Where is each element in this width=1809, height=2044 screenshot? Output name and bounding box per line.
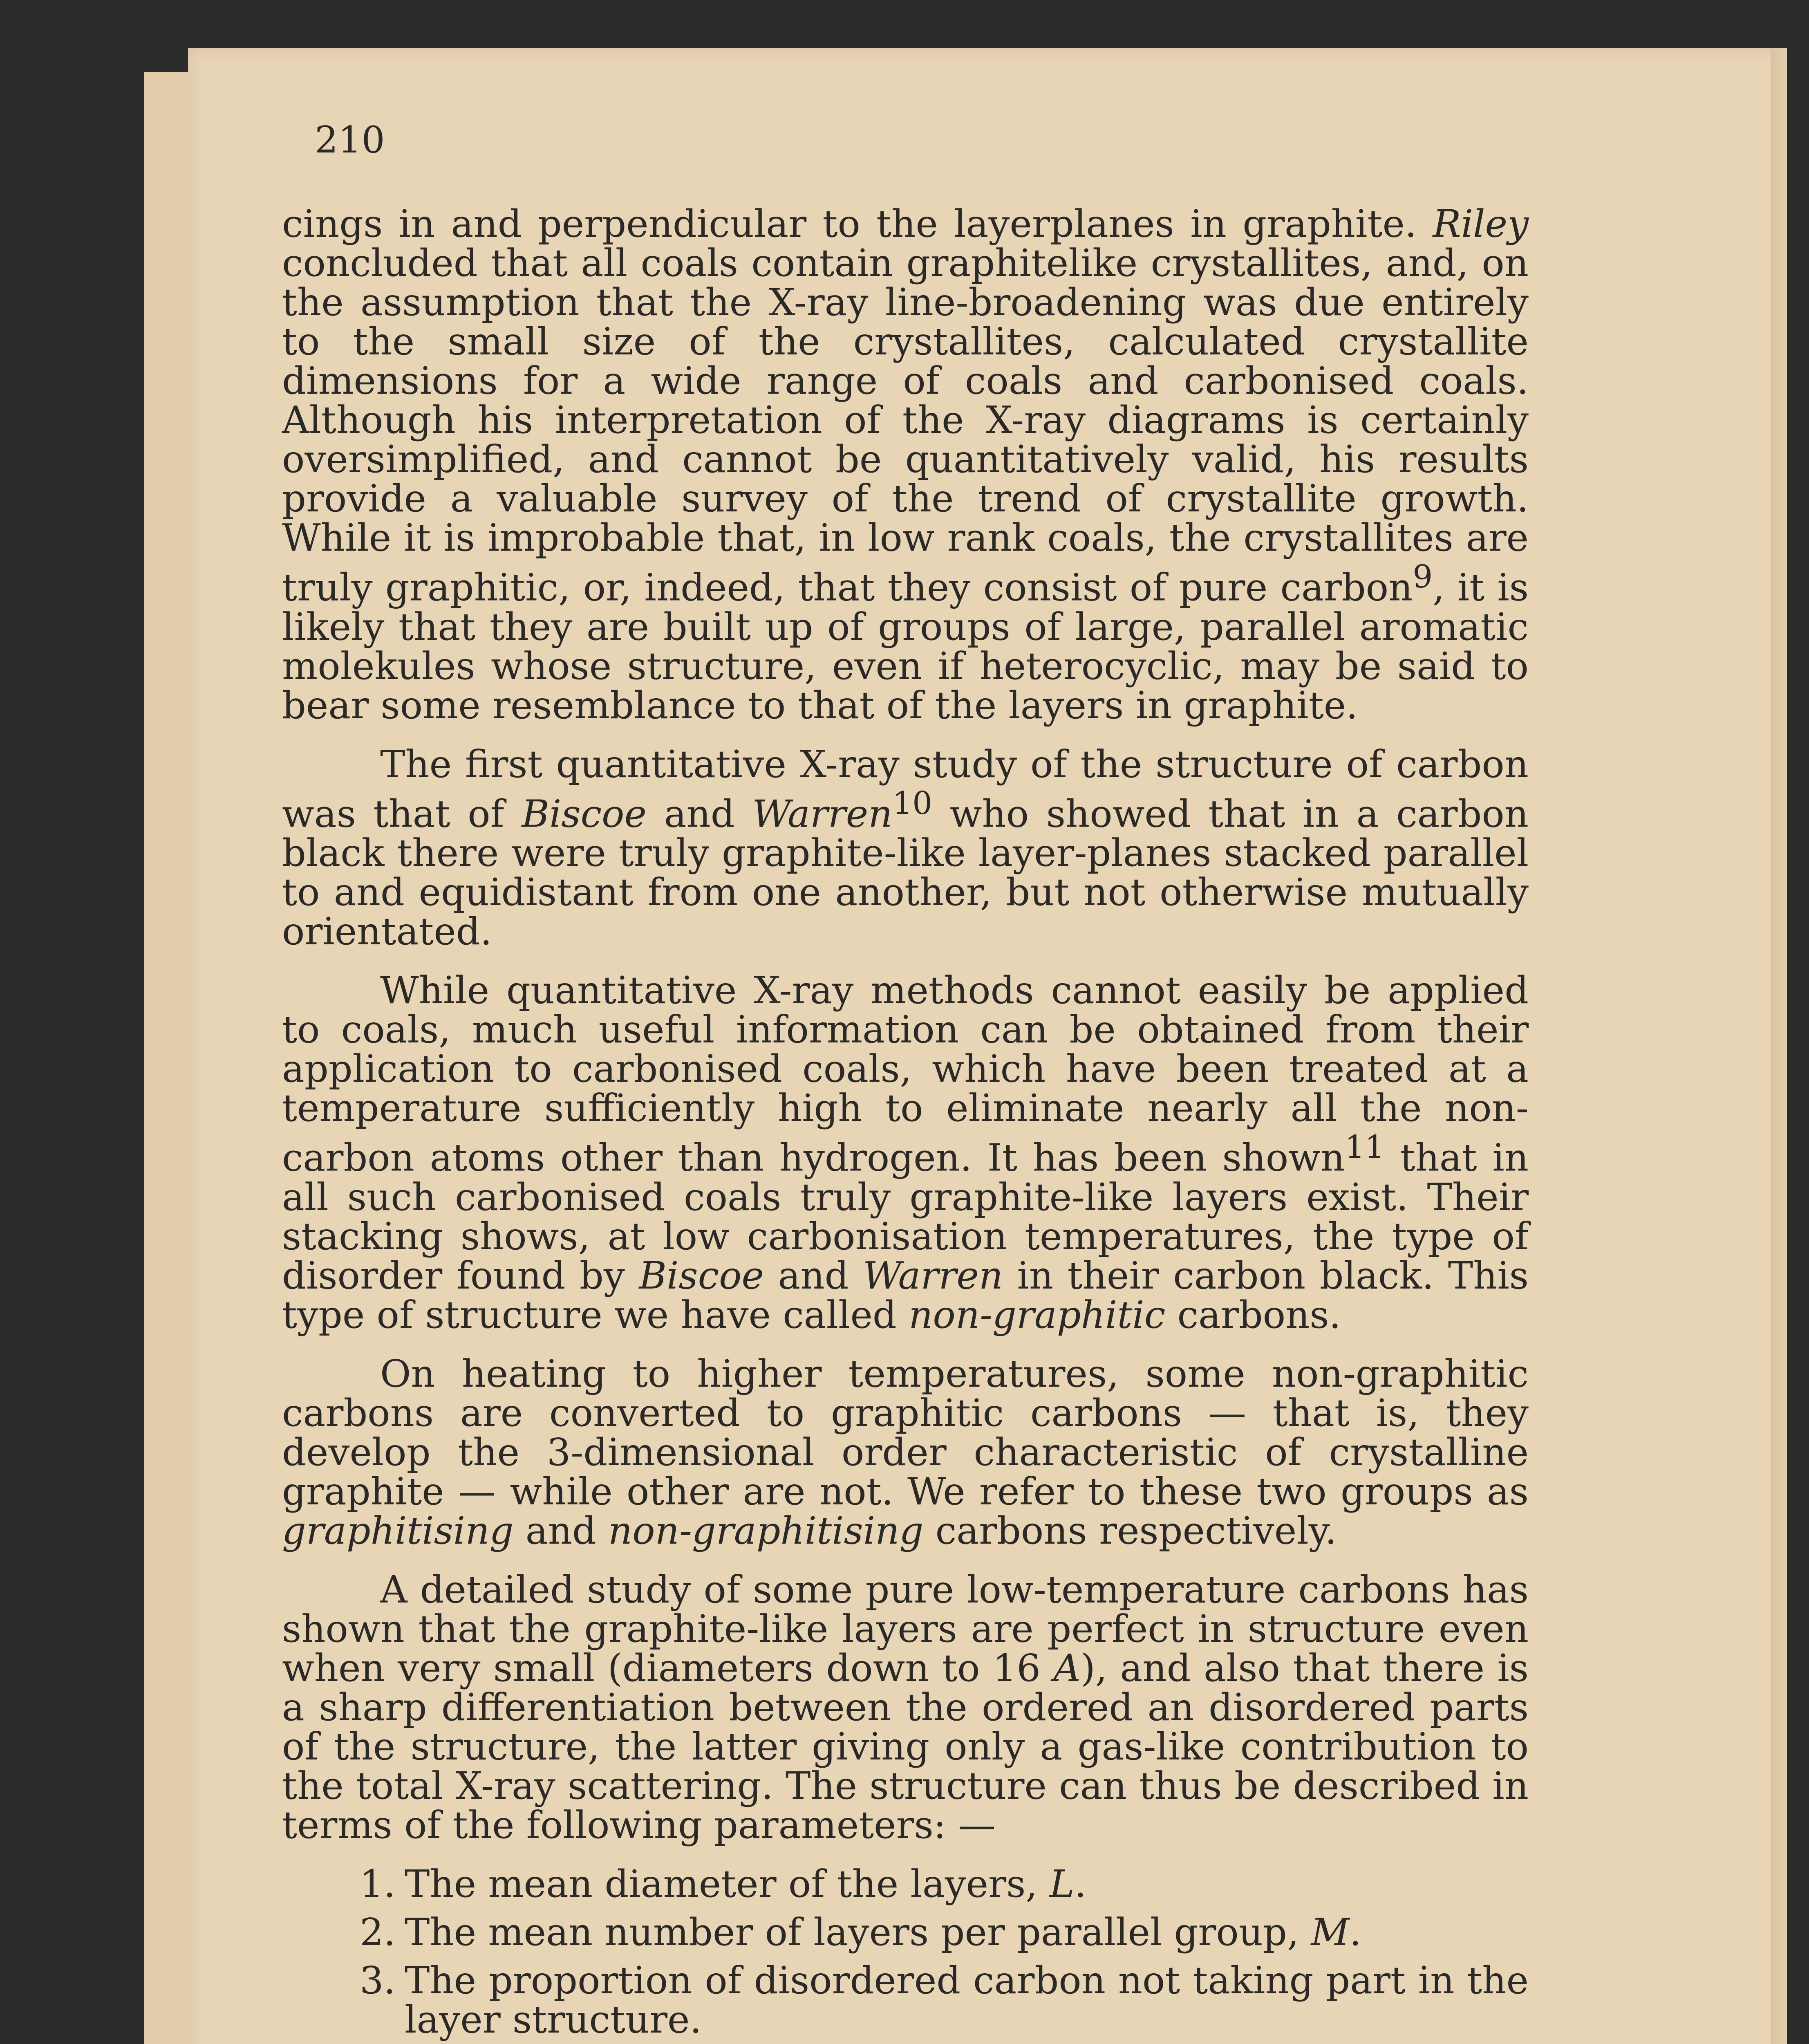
paragraph-1 (282, 204, 1529, 725)
list-item (360, 1910, 1529, 1954)
paragraph-4-text-b: and (513, 1508, 608, 1553)
paragraph-3-italic-c: non-graphitic (909, 1293, 1166, 1337)
paragraph-5 (282, 1567, 1529, 1847)
list-item (360, 1862, 1529, 1906)
list-item-text-b: . (1349, 1910, 1361, 1954)
paragraph-4-text-a: On heating to higher temperatures, some non-graphitic carbons are converted to graphitic carbons — that is, they develop the 3-dimensional order characteristic of crystalline graphite — while other are not. We refer to these two groups as (282, 1351, 1529, 1513)
list-item-italic: L (1049, 1862, 1075, 1906)
paragraph-3-text-d: in their carbon black. This type of structure we have called (282, 1253, 1529, 1337)
paragraph-2-text-b: and (647, 792, 752, 836)
list-item-text (405, 1958, 1529, 2042)
paragraph-1-text-b: concluded that all coals contain graphitelike crystallites, and, on the assumption that the X-ray line-broadening was due entirely to the small size of the crystallites, calculated crystallite dimensions for a wide range of coals and carbonised coals. Although his interpretation of the X-ray diagrams is certainly oversimplified, and cannot be quantitatively valid, his results provide a valuable survey of the trend of crystallite growth. While it is improbable that, in low rank coals, the crystallites are truly graphitic, or, indeed, that they consist of pure carbon (282, 241, 1529, 610)
paragraph-4 (282, 1351, 1529, 1553)
paragraph-3-text-c: and (763, 1253, 863, 1298)
paragraph-2-text-c: who showed that in a carbon black there were truly graphite-like layer-planes stacked parallel to and equidistant from one another, but not otherwise mutually orientated. (282, 792, 1529, 954)
page-edge (1771, 48, 1787, 2044)
paragraph-4-text-c: carbons respectively. (923, 1508, 1337, 1553)
list-item-text (405, 1862, 1529, 1906)
paragraph-3-text-a: While quantitative X-ray methods cannot easily be applied to coals, much useful information can be obtained from their application to carbonised coals, which have been treated at a temperature sufficiently high to eliminate nearly all the non-carbon atoms other than hydrogen. It has been shown (282, 968, 1529, 1180)
list-item-text (405, 1910, 1529, 1954)
paragraph-3 (282, 968, 1529, 1337)
paragraph-2-italic-b: Warren (752, 792, 893, 836)
list-item-text-a: The mean diameter of the layers, (405, 1862, 1050, 1906)
footnote-ref-9: 9 (1413, 559, 1433, 595)
paragraph-4-italic-b: non-graphitising (608, 1508, 924, 1553)
list-item-number: 3. (360, 1958, 396, 2002)
paragraph-3-text-b: that in all such carbonised coals truly graphite-like layers exist. Their stacking shows, at low carbonisation temperatures, the type of disorder found by (282, 1136, 1529, 1298)
paragraph-2-text-a: The first quantitative X-ray study of the structure of carbon was that of (282, 742, 1529, 836)
parameter-list (282, 1862, 1529, 2044)
paragraph-1-text-c: , it is likely that they are built up of groups of large, parallel aromatic molekules whose structure, even if heterocyclic, may be said to bear some resemblance to that of the layers in graphite. (282, 565, 1529, 727)
list-item-text-a: The proportion of disordered carbon not taking part in the layer structure. (405, 1958, 1529, 2042)
paragraph-2-italic-a: Biscoe (522, 792, 647, 836)
page-number: 210 (315, 119, 385, 161)
paragraph-1-text-a: cings in and perpendicular to the layerplanes in graphite. (282, 202, 1433, 246)
footnote-ref-11: 11 (1345, 1129, 1385, 1166)
paragraph-3-italic-a: Biscoe (639, 1253, 764, 1298)
list-item-text-a: The mean number of layers per parallel group, (405, 1910, 1311, 1954)
list-item (360, 1958, 1529, 2042)
paragraph-5-text-a: A detailed study of some pure low-temperature carbons has shown that the graphite-like layers are perfect in structure even when very small (diameters down to 16 (282, 1567, 1529, 1690)
paragraph-4-italic-a: graphitising (282, 1508, 514, 1553)
paragraph-1-italic-a: Riley (1433, 202, 1529, 246)
list-item-number: 1. (360, 1862, 396, 1906)
body-text (282, 204, 1529, 2044)
paragraph-5-text-b: ), and also that there is a sharp differentiation between the ordered an disordered parts of the structure, the latter giving only a gas-like contribution to the total X-ray scattering. The structure can thus be described in terms of the following parameters: — (282, 1646, 1529, 1847)
list-item-text-b: . (1074, 1862, 1087, 1906)
paragraph-5-italic-a: A (1053, 1646, 1081, 1690)
paragraph-2 (282, 742, 1529, 954)
footnote-ref-10: 10 (892, 785, 933, 822)
paragraph-3-text-e: carbons. (1165, 1293, 1341, 1337)
list-item-number: 2. (360, 1910, 396, 1954)
paragraph-3-italic-b: Warren (862, 1253, 1003, 1298)
list-item-italic: M (1311, 1910, 1350, 1954)
